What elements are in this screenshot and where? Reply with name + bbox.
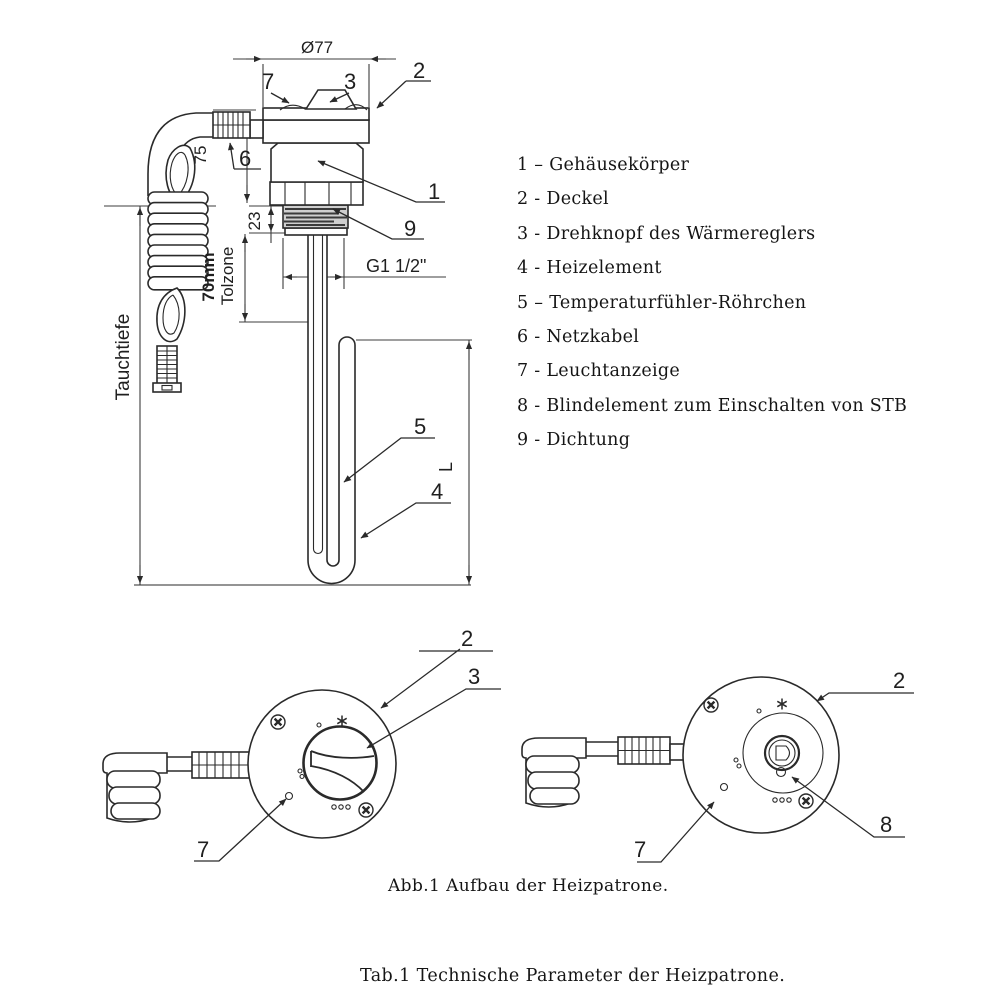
part-number-3: 3 <box>344 69 357 94</box>
leader-2-top <box>377 81 431 108</box>
legend-item-1: 1 – Gehäusekörper <box>517 155 690 175</box>
leader-4 <box>361 503 451 538</box>
leader-7-top <box>271 93 289 103</box>
parts-legend <box>517 148 907 458</box>
part-number-2-right: 2 <box>893 668 906 693</box>
cover-circle-left <box>248 690 396 838</box>
dim-23-label: 23 <box>245 211 264 231</box>
gland-neck <box>250 120 263 138</box>
part-number-8: 8 <box>880 812 893 837</box>
table-caption: Tab.1 Technische Parameter der Heizpatrone. <box>360 966 786 986</box>
housing-upper-drum <box>263 120 369 143</box>
dim-diameter-label: Ø77 <box>301 38 334 57</box>
plug-lobe <box>530 788 579 804</box>
hex-nut <box>270 182 363 205</box>
immersion-depth-label: Tauchtiefe <box>113 313 134 401</box>
heater-side-view <box>148 90 369 584</box>
legend-item-8: 8 - Blindelement zum Einschalten von STB <box>517 395 908 416</box>
part-number-9: 9 <box>404 216 417 241</box>
leader-2-right-view <box>817 693 914 701</box>
part-number-5: 5 <box>414 414 427 439</box>
tolzone-word-label: Tolzone <box>218 246 237 306</box>
end-view-without-knob <box>522 677 839 833</box>
figure-caption: Abb.1 Aufbau der Heizpatrone. <box>388 876 669 896</box>
plug-lobe <box>526 756 579 773</box>
part-number-7: 7 <box>262 69 275 94</box>
legend-item-2: 2 - Deckel <box>517 189 609 210</box>
screw-icon <box>271 715 285 729</box>
leader-5 <box>344 438 435 482</box>
end-view-with-knob <box>103 690 396 838</box>
part-number-7-right: 7 <box>634 837 647 862</box>
legend-item-4: 4 - Heizelement <box>517 258 662 279</box>
plug-lobe <box>528 772 579 789</box>
collar <box>285 228 347 235</box>
part-number-2: 2 <box>413 58 426 83</box>
plug-end-cap <box>153 383 181 392</box>
legend-item-7: 7 - Leuchtanzeige <box>517 361 681 382</box>
legend-item-3: 3 - Drehknopf des Wärmereglers <box>517 223 816 244</box>
legend-item-5: 5 – Temperaturfühler-Röhrchen <box>517 292 807 313</box>
gland-neck-right <box>670 744 684 760</box>
tolzone-dim-line <box>239 234 308 322</box>
legend-item-9: 9 - Dichtung <box>517 430 631 451</box>
part-number-6: 6 <box>239 146 252 171</box>
cable-left <box>167 757 192 771</box>
cable-right <box>586 742 618 756</box>
part-number-2-left: 2 <box>461 626 474 651</box>
screw-icon <box>359 803 373 817</box>
leader-7-right-view <box>637 802 714 862</box>
thread-size-label: G1 1/2" <box>366 256 427 276</box>
part-number-7-left: 7 <box>197 837 210 862</box>
housing-body <box>271 143 363 182</box>
part-number-4: 4 <box>431 479 444 504</box>
screw-icon <box>799 794 813 808</box>
dim-75-label: 75 <box>191 145 210 165</box>
heating-element-tube <box>308 234 355 584</box>
tolzone-value-label: 70mm <box>199 252 218 302</box>
part-number-1: 1 <box>428 179 441 204</box>
part-number-3-left: 3 <box>468 664 481 689</box>
plug-lobe <box>107 771 160 788</box>
element-length-label: L <box>436 461 456 473</box>
screw-icon <box>704 698 718 712</box>
legend-item-6: 6 - Netzkabel <box>517 326 640 347</box>
plug-lobe <box>109 787 160 804</box>
plug-lobe <box>111 803 160 819</box>
